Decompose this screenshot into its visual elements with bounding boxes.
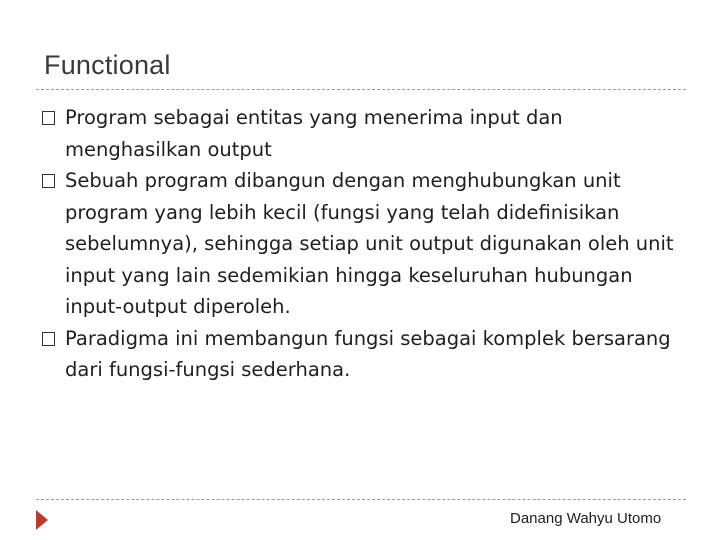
square-bullet-icon xyxy=(42,332,55,346)
bullet-list xyxy=(40,102,680,386)
square-bullet-icon xyxy=(42,174,55,188)
slide-title: Functional xyxy=(44,50,171,80)
bullet-text: Sebuah program dibangun dengan menghubungkan unit program yang lebih kecil (fungsi yang telah didefinisikan sebelumnya), sehingga setiap unit output digunakan oleh unit input yang lain sedemikian hingga keseluruhan hubungan input-output diperoleh. xyxy=(65,169,674,318)
square-bullet-icon xyxy=(42,111,55,125)
bullet-text: Paradigma ini membangun fungsi sebagai komplek bersarang dari fungsi-fungsi sederhana. xyxy=(65,326,671,381)
title-divider xyxy=(36,89,686,90)
bullet-item xyxy=(40,102,680,165)
footer-divider xyxy=(36,499,686,500)
nav-arrow-icon[interactable] xyxy=(36,510,48,530)
bullet-item xyxy=(40,165,680,323)
bullet-text: Program sebagai entitas yang menerima input dan menghasilkan output xyxy=(65,106,563,161)
bullet-item xyxy=(40,323,680,386)
footer-author: Danang Wahyu Utomo xyxy=(510,510,662,527)
